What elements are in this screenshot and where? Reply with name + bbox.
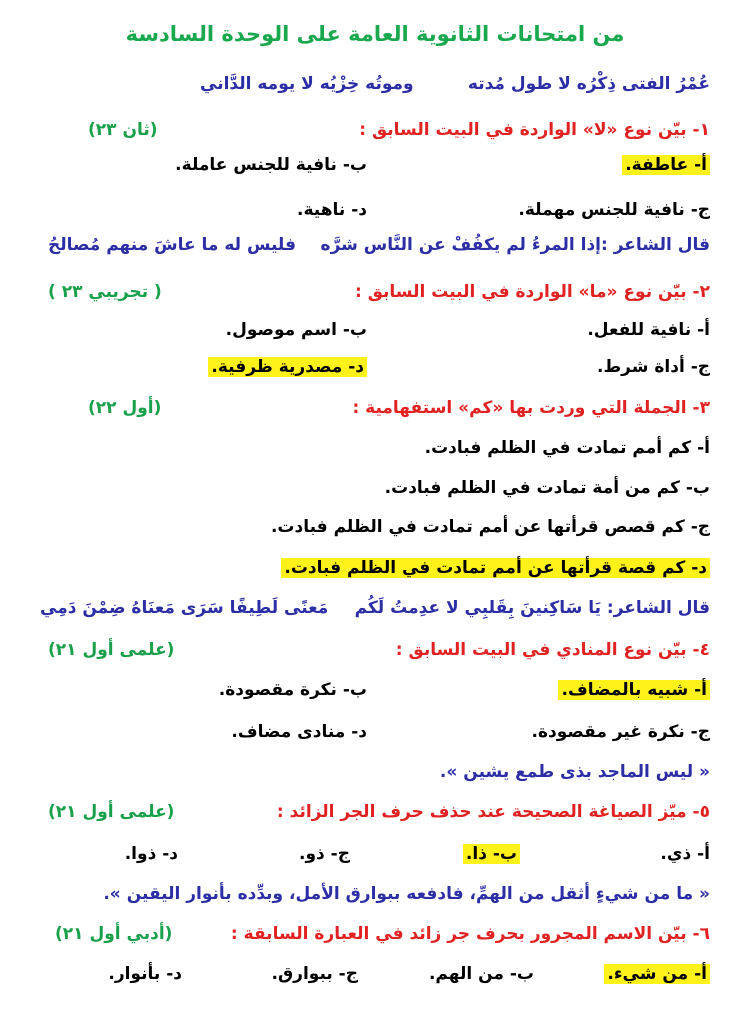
q3-option-c: ج- كم قصص قرأتها عن أمم تمادت في الظلم فبادت. bbox=[270, 517, 710, 537]
q2-option-a: أ- نافية للفعل. bbox=[587, 320, 710, 340]
q5-option-d: د- ذوا. bbox=[124, 844, 178, 864]
q1-option-d: د- ناهية. bbox=[297, 200, 367, 220]
verse3-right: قال الشاعر: يَا سَاكِنينَ بِقَلبِي لا عدِمتُ لَكُم bbox=[354, 598, 710, 618]
q5-option-c: ج- ذو. bbox=[299, 844, 350, 864]
q4-option-d: د- منادى مضاف. bbox=[231, 722, 367, 742]
q4-option-c: ج- نكرة غير مقصودة. bbox=[531, 722, 710, 742]
q1-option-c: ج- نافية للجنس مهملة. bbox=[518, 200, 710, 220]
q5-source: (علمى أول ٢١) bbox=[48, 802, 175, 822]
q1-source: (ثان ٢٣) bbox=[88, 120, 158, 140]
q4-option-b: ب- نكرة مقصودة. bbox=[218, 680, 367, 700]
verse1-right: عُمْرُ الفتى ذِكْرُه لا طول مُدته bbox=[467, 74, 710, 94]
q2-option-b: ب- اسم موصول. bbox=[225, 320, 367, 340]
q6-option-d: د- بأنوار. bbox=[108, 964, 182, 984]
q6-option-c: ج- ببوارق. bbox=[271, 964, 358, 984]
q4-question: ٤- بيّن نوع المنادي في البيت السابق : bbox=[395, 640, 710, 660]
page-title: من امتحانات الثانوية العامة على الوحدة السادسة bbox=[125, 22, 625, 46]
q4-source: (علمى أول ٢١) bbox=[48, 640, 175, 660]
q3-option-a: أ- كم أمم تمادت في الظلم فبادت. bbox=[424, 438, 710, 458]
q6-source: (أدبي أول ٢١) bbox=[55, 924, 173, 944]
q3-question: ٣- الجملة التي وردت بها «كم» استفهامية : bbox=[352, 398, 710, 418]
q3-option-d: د- كم قصة قرأتها عن أمم تمادت في الظلم فبادت. bbox=[281, 558, 710, 578]
q1-question: ١- بيّن نوع «لا» الواردة في البيت السابق : bbox=[359, 120, 710, 140]
q5-option-a: أ- ذي. bbox=[660, 844, 710, 864]
q2-source: ( تجريبي ٢٣ ) bbox=[48, 282, 162, 302]
verse1-left: وموتُه خِزْيُه لا يومه الدَّاني bbox=[200, 74, 414, 94]
verse2-left: فليس له ما عاشَ منهم مُصالحُ bbox=[48, 235, 297, 255]
q3-option-b: ب- كم من أمة تمادت في الظلم فبادت. bbox=[384, 478, 710, 498]
q3-source: (أول ٢٢) bbox=[88, 398, 162, 418]
q1-option-a: أ- عاطفة. bbox=[622, 155, 710, 175]
q2-option-c: ج- أداة شرط. bbox=[597, 357, 710, 377]
q1-option-b: ب- نافية للجنس عاملة. bbox=[175, 155, 367, 175]
q2-option-d: د- مصدرية ظرفية. bbox=[208, 357, 367, 377]
q6-option-b: ب- من الهم. bbox=[428, 964, 534, 984]
q4-option-a: أ- شبيه بالمضاف. bbox=[558, 680, 710, 700]
q6-option-a: أ- من شيء. bbox=[604, 964, 710, 984]
verse3-left: مَعنًى لَطِيفًا سَرَى مَعنَاهُ ضِمْنَ دَمِي bbox=[40, 598, 329, 618]
verse2-right: قال الشاعر :إذا المرءُ لم يكفُفْ عن النَّاس شرَّه bbox=[320, 235, 710, 255]
q5-quote: « ليس الماجد بذى طمع يشين ». bbox=[439, 762, 710, 782]
q5-option-b: ب- ذا. bbox=[463, 844, 520, 864]
q2-question: ٢- بيّن نوع «ما» الواردة في البيت السابق : bbox=[355, 282, 710, 302]
q6-question: ٦- بيّن الاسم المجرور بحرف جر زائد في العبارة السابقة : bbox=[230, 924, 710, 944]
q6-quote: « ما من شيءٍ أثقل من الهمِّ، فادفعه ببوارق الأمل، وبدِّده بأنوار اليقين ». bbox=[103, 884, 710, 904]
q5-question: ٥- ميّز الصياغة الصحيحة عند حذف حرف الجر الزائد : bbox=[276, 802, 710, 822]
